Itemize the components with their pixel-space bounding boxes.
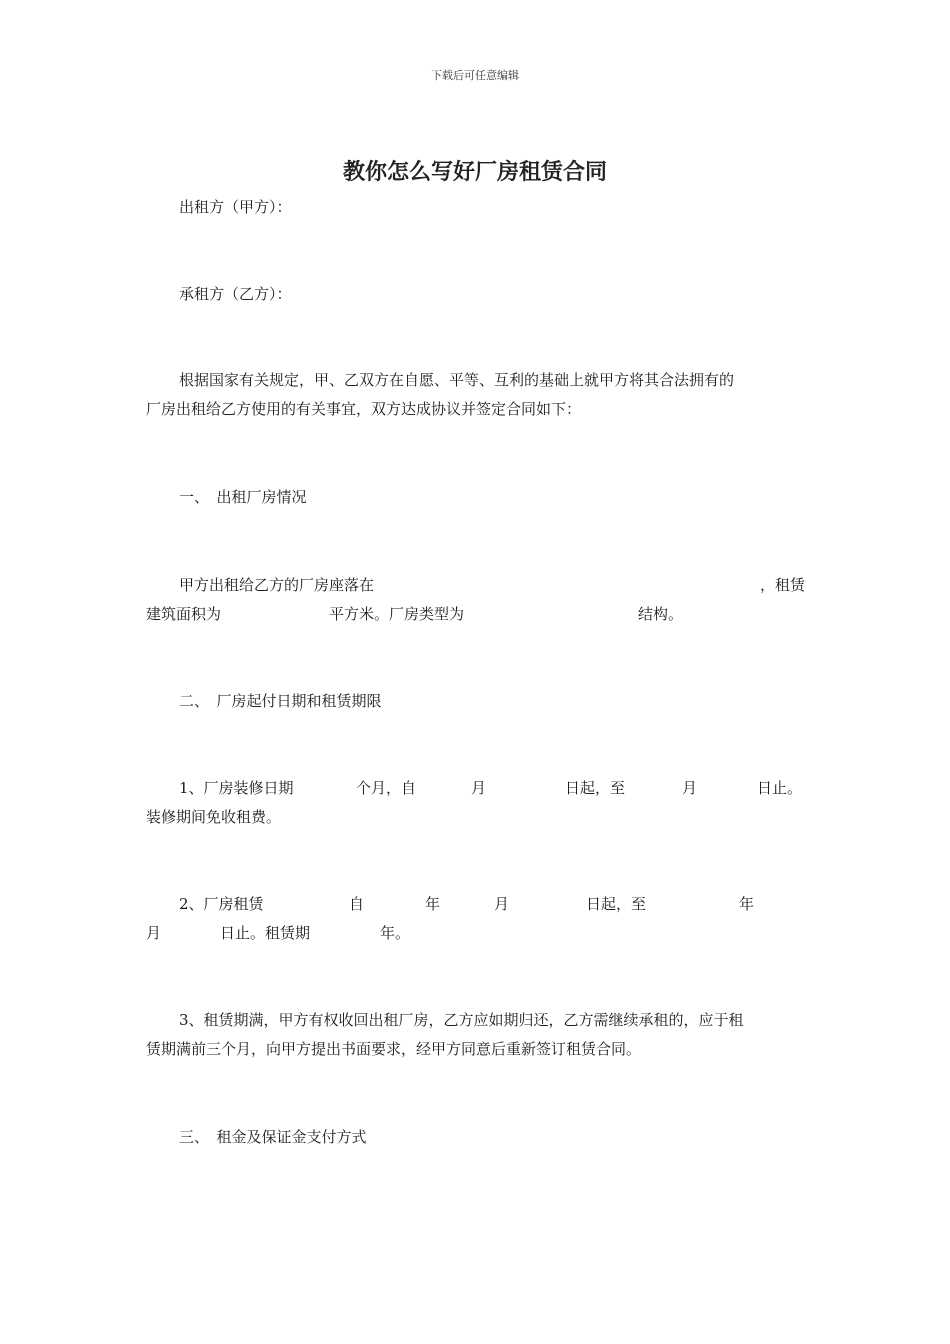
item-2-a: 2、厂房租赁 bbox=[179, 895, 264, 913]
preamble-line-1: 根据国家有关规定，甲、乙双方在自愿、平等、互利的基础上就甲方将其合法拥有的 bbox=[179, 371, 735, 389]
item-1-c: 月 bbox=[471, 779, 487, 797]
item-1-g: 装修期间免收租费。 bbox=[146, 808, 282, 826]
page-header: 下载后可任意编辑 bbox=[431, 69, 519, 82]
document-title: 教你怎么写好厂房租赁合同 bbox=[342, 160, 607, 185]
lessor-label: 出租方（甲方）： bbox=[179, 198, 292, 216]
item-1-f: 日止。 bbox=[757, 779, 803, 797]
item-1-a: 1、厂房装修日期 bbox=[179, 779, 294, 797]
item-1-b: 个月，自 bbox=[356, 779, 417, 797]
item-2-i: 年。 bbox=[380, 924, 411, 942]
item-2-g: 月 bbox=[146, 924, 162, 942]
item-1-e: 月 bbox=[682, 779, 698, 797]
section-2-heading: 二、 厂房起付日期和租赁期限 bbox=[179, 692, 382, 710]
item-3-line-2: 赁期满前三个月，向甲方提出书面要求，经甲方同意后重新签订租赁合同。 bbox=[146, 1040, 642, 1058]
item-3-line-1: 3、租赁期满，甲方有权收回出租厂房，乙方应如期归还，乙方需继续承租的，应于租 bbox=[179, 1011, 744, 1029]
section-3-heading: 三、 租金及保证金支付方式 bbox=[179, 1128, 367, 1146]
section-1-text-e: 结构。 bbox=[638, 605, 684, 623]
preamble-line-2: 厂房出租给乙方使用的有关事宜，双方达成协议并签定合同如下： bbox=[146, 400, 582, 418]
item-2-e: 日起，至 bbox=[586, 895, 647, 913]
section-1-text-b: ，租赁 bbox=[760, 576, 806, 594]
section-1-text-d: 平方米。厂房类型为 bbox=[329, 605, 465, 623]
item-2-f: 年 bbox=[739, 895, 755, 913]
section-1-text-a: 甲方出租给乙方的厂房座落在 bbox=[179, 576, 375, 594]
section-1-heading: 一、 出租厂房情况 bbox=[179, 488, 307, 506]
item-2-c: 年 bbox=[425, 895, 441, 913]
item-2-h: 日止。租赁期 bbox=[220, 924, 311, 942]
item-1-d: 日起，至 bbox=[565, 779, 626, 797]
item-2-b: 自 bbox=[349, 895, 365, 913]
lessee-label: 承租方（乙方）： bbox=[179, 285, 292, 303]
section-1-text-c: 建筑面积为 bbox=[146, 605, 222, 623]
item-2-d: 月 bbox=[494, 895, 510, 913]
